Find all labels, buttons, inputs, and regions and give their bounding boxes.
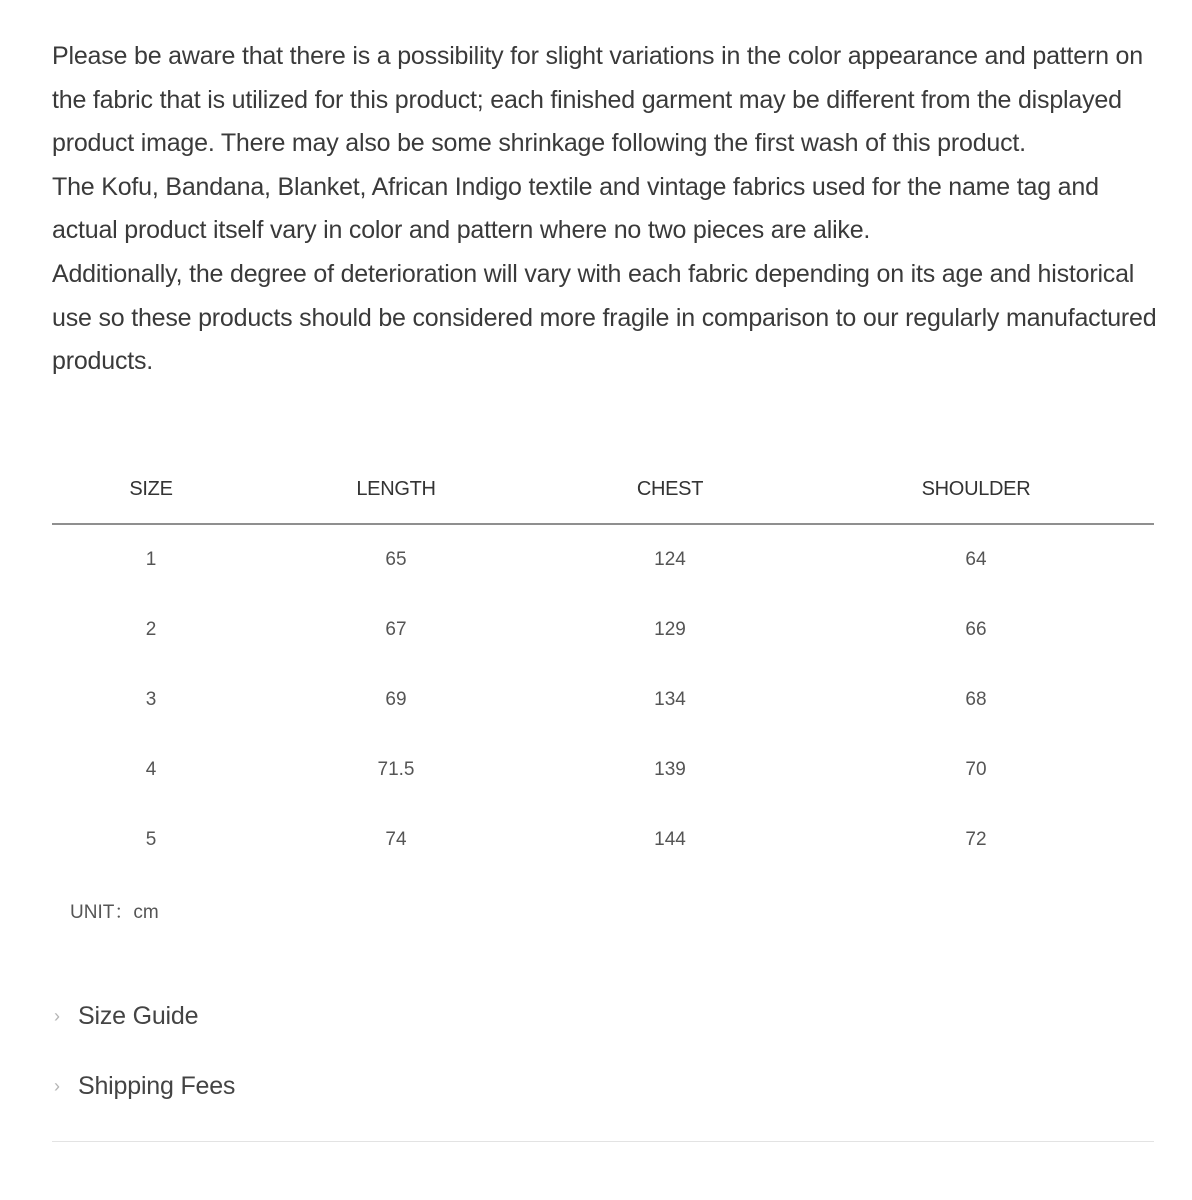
product-notice xyxy=(52,35,1162,384)
cell-length: 71.5 xyxy=(377,759,415,780)
table-row xyxy=(52,595,1154,665)
cell-shoulder: 72 xyxy=(965,829,987,850)
shipping-fees-label: Shipping Fees xyxy=(78,1071,236,1100)
unit-label: UNIT：cm xyxy=(70,902,159,923)
cell-chest: 139 xyxy=(654,759,686,780)
cell-chest: 129 xyxy=(654,619,686,640)
cell-length: 69 xyxy=(385,689,407,710)
notice-variation-text: Please be aware that there is a possibility for slight variations in the color appearance and pattern on the fabric that is utilized for this product; each finished garment may be different from the displayed product image. There may also be some shrinkage following the first wash of this product. xyxy=(52,42,1143,158)
cell-chest: 144 xyxy=(654,829,686,850)
cell-size: 5 xyxy=(145,829,157,850)
size-guide-label: Size Guide xyxy=(78,1001,199,1030)
table-row xyxy=(52,735,1154,805)
shipping-fees-toggle[interactable] xyxy=(52,1066,1154,1106)
cell-chest: 134 xyxy=(654,689,686,710)
chevron-right-icon: › xyxy=(54,1076,60,1096)
cell-size: 4 xyxy=(145,759,157,780)
cell-shoulder: 66 xyxy=(965,619,987,640)
cell-length: 67 xyxy=(385,619,407,640)
chevron-right-icon: › xyxy=(54,1006,60,1026)
size-guide-toggle[interactable] xyxy=(52,996,1154,1036)
cell-length: 65 xyxy=(385,549,407,570)
notice-deterioration-text: Additionally, the degree of deterioration will vary with each fabric depending on its age and historical use so these products should be considered more fragile in comparison to our regularly manufactured products. xyxy=(52,259,1157,376)
cell-length: 74 xyxy=(385,829,407,850)
cell-shoulder: 68 xyxy=(965,689,987,710)
table-row xyxy=(52,805,1154,875)
header-shoulder: SHOULDER xyxy=(798,455,1154,524)
cell-chest: 124 xyxy=(654,549,686,570)
cell-size: 1 xyxy=(145,549,157,570)
section-divider xyxy=(52,1141,1154,1142)
header-size: SIZE xyxy=(52,455,250,524)
header-chest: CHEST xyxy=(542,455,798,524)
size-table xyxy=(52,455,1154,875)
cell-size: 3 xyxy=(145,689,157,710)
table-row xyxy=(52,665,1154,735)
table-row xyxy=(52,524,1154,595)
notice-fabric-text: The Kofu, Bandana, Blanket, African Indigo textile and vintage fabrics used for the name tag and actual product itself vary in color and pattern where no two pieces are alike. xyxy=(52,172,1099,245)
cell-shoulder: 64 xyxy=(965,549,987,570)
cell-shoulder: 70 xyxy=(965,759,987,780)
cell-size: 2 xyxy=(145,619,157,640)
size-table-header-row xyxy=(52,455,1154,524)
header-length: LENGTH xyxy=(250,455,542,524)
